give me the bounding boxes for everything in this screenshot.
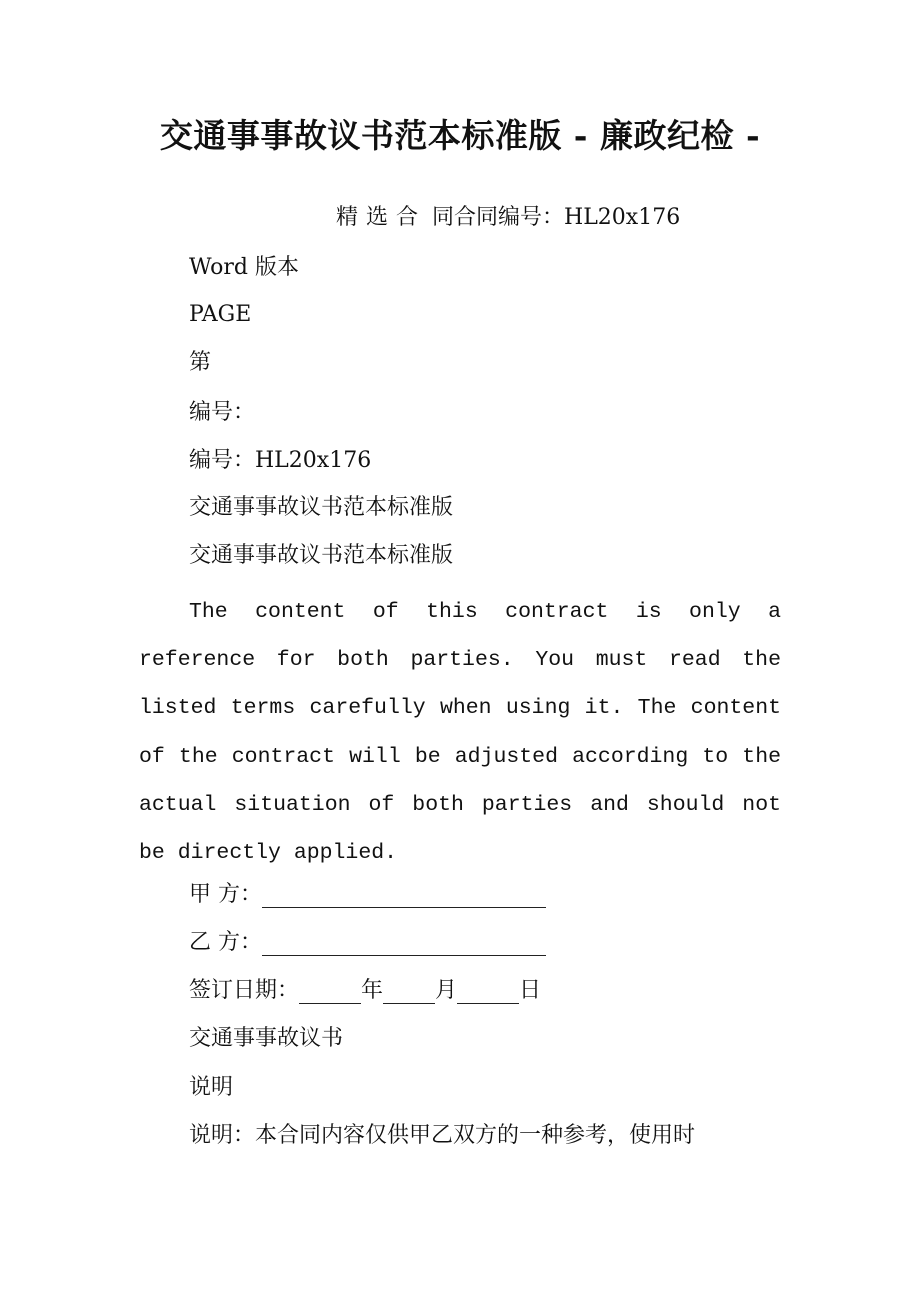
di-line: 第 <box>189 350 212 375</box>
sign-date-label: 签订日期： <box>189 978 300 1003</box>
month-label: 月 <box>435 978 458 1003</box>
subtitle-prefix: 精选合 <box>336 205 427 230</box>
document-name-line-2: 交通事事故议书范本标准版 <box>189 543 454 568</box>
english-disclaimer-paragraph: The content of this contract is only a reference for both parties. You must read the listed terms carefully when using it. The content of the contract will be adjusted according to the actual situation of both parties and should not be directly applied. <box>139 600 781 866</box>
party-a-label: 甲 方： <box>189 882 262 907</box>
day-label: 日 <box>519 978 542 1003</box>
month-blank <box>383 981 435 1004</box>
note-heading: 说明 <box>189 1075 234 1100</box>
document-title: 交通事事故议书范本标准版 - 廉政纪检 - <box>159 116 761 155</box>
year-label: 年 <box>361 978 384 1003</box>
party-a-blank <box>262 885 546 908</box>
party-b-label: 乙 方： <box>189 930 262 955</box>
subtitle-rest: 同合同编号：HL20x176 <box>432 205 681 230</box>
page-field-line: PAGE <box>189 302 252 327</box>
word-version-line: Word 版本 <box>189 255 299 280</box>
day-blank <box>457 981 519 1004</box>
party-a-line <box>189 877 546 908</box>
contract-number-line <box>336 200 680 231</box>
note-text: 说明：本合同内容仅供甲乙双方的一种参考，使用时 <box>189 1123 696 1148</box>
party-b-blank <box>262 933 546 956</box>
sign-date-line <box>189 973 541 1004</box>
party-b-line <box>189 925 546 956</box>
bianhao-label-line: 编号： <box>189 400 256 425</box>
bianhao-value-line: 编号：HL20x176 <box>189 448 372 473</box>
year-blank <box>299 981 361 1004</box>
document-name-line-1: 交通事事故议书范本标准版 <box>189 495 454 520</box>
section-title: 交通事事故议书 <box>189 1026 344 1051</box>
